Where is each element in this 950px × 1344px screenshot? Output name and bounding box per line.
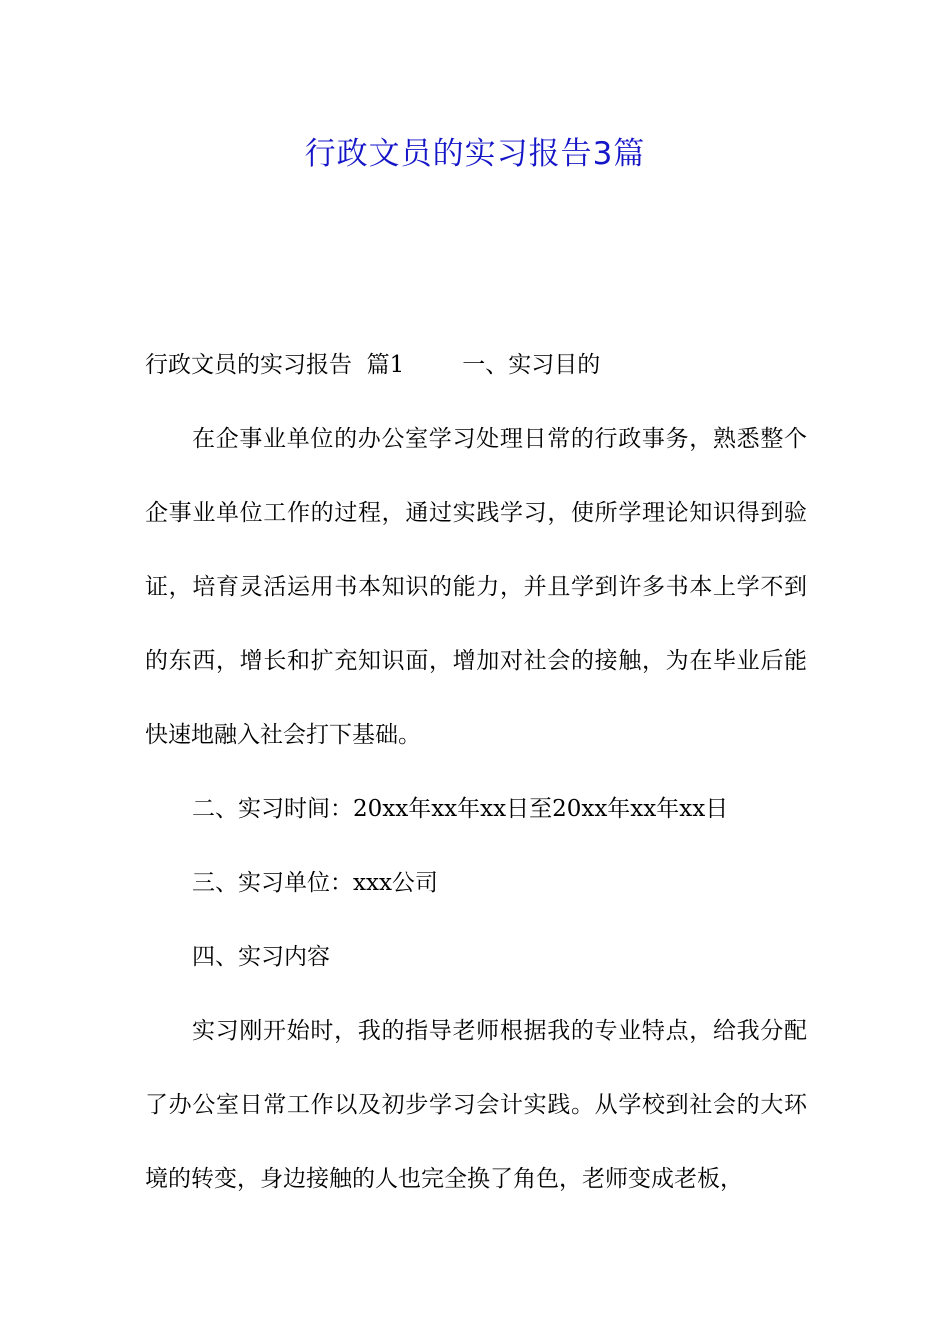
section-heading-purpose: 一、实习目的 bbox=[462, 352, 601, 378]
paragraph-period: 二、实习时间：20xx年xx年xx日至20xx年xx年xx日 bbox=[192, 796, 729, 822]
paragraph-content: 实习刚开始时，我的指导老师根据我的专业特点，给我分配了办公室日常工作以及初步学习会计实践。从学校到社会的大环境的转变，身边接触的人也完全换了角色，老师变成老板， bbox=[145, 1018, 807, 1192]
section-heading-content: 四、实习内容 bbox=[192, 944, 330, 970]
report-heading: 行政文员的实习报告 篇1 bbox=[145, 352, 405, 378]
report-heading-line bbox=[145, 328, 807, 402]
document-title: 行政文员的实习报告3篇 bbox=[304, 136, 646, 172]
document-body bbox=[145, 328, 807, 1216]
paragraph-unit: 三、实习单位：xxx公司 bbox=[192, 870, 438, 896]
paragraph-purpose: 在企事业单位的办公室学习处理日常的行政事务，熟悉整个企事业单位工作的过程，通过实践学习，使所学理论知识得到验证，培育灵活运用书本知识的能力，并且学到许多书本上学不到的东西，增长和扩充知识面，增加对社会的接触，为在毕业后能快速地融入社会打下基础。 bbox=[145, 426, 807, 748]
